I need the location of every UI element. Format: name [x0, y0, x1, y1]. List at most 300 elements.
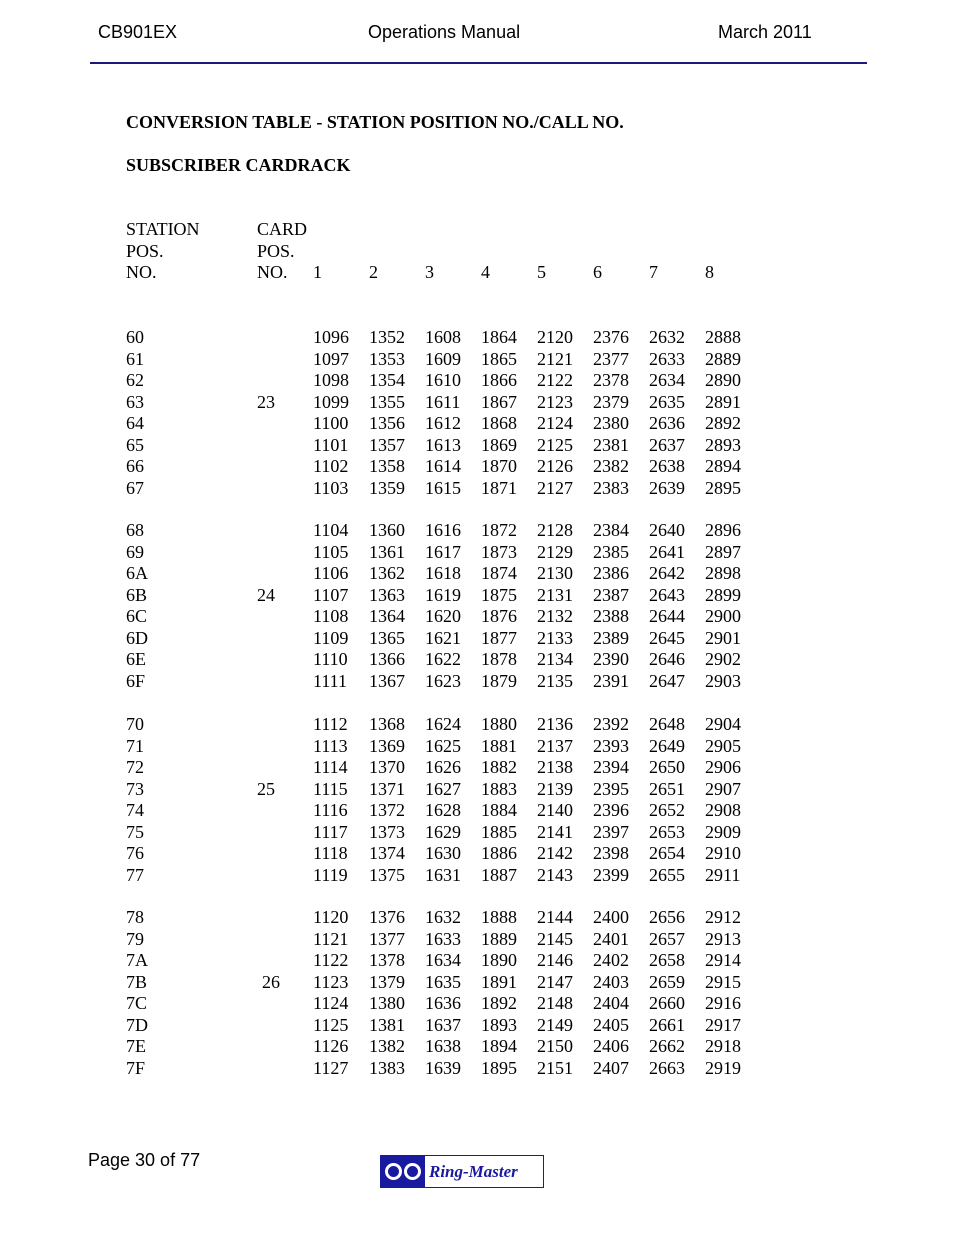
logo-circles-icon [381, 1156, 425, 1187]
call-number-cell: 1618 [425, 563, 461, 583]
logo-brand-text: Ring-Master [429, 1161, 518, 1181]
call-number-cell: 1626 [425, 757, 461, 777]
call-number-cell: 2122 [537, 370, 573, 390]
call-number-cell: 2897 [705, 541, 741, 562]
call-number-cell: 2660 [649, 993, 685, 1013]
call-number-cell: 1108 [313, 606, 349, 626]
station-header-line-1: STATION [126, 219, 200, 239]
call-number-cell: 2403 [593, 971, 629, 992]
call-number-cell: 1370 [369, 757, 405, 777]
call-number-cell: 1613 [425, 434, 461, 455]
call-number-cell: 1630 [425, 843, 461, 863]
call-number-cell: 2386 [593, 563, 629, 583]
call-number-cell: 1375 [369, 864, 405, 885]
station-position-cell: 7D [126, 1014, 148, 1035]
call-number-cell: 1868 [481, 413, 517, 433]
call-number-cell: 1612 [425, 413, 461, 433]
call-number-cell: 1889 [481, 928, 517, 949]
call-number-cell: 1628 [425, 800, 461, 820]
call-number-cell: 1127 [313, 1057, 349, 1078]
call-number-cell: 1356 [369, 413, 405, 433]
call-number-cell: 2125 [537, 434, 573, 455]
call-number-cell: 2376 [593, 327, 629, 347]
call-number-cell: 1639 [425, 1057, 461, 1078]
call-number-cell: 1100 [313, 413, 349, 433]
call-number-cell: 1101 [313, 434, 349, 455]
call-number-cell: 1616 [425, 520, 461, 540]
call-number-cell: 1366 [369, 649, 405, 669]
call-number-cell: 2894 [705, 456, 741, 476]
station-position-cell: 64 [126, 413, 144, 433]
call-number-cell: 2135 [537, 670, 573, 691]
call-number-cell: 2902 [705, 649, 741, 669]
call-number-cell: 1355 [369, 391, 405, 412]
call-number-cell: 2659 [649, 971, 685, 992]
station-position-cell: 76 [126, 843, 144, 863]
column-header-4: 4 [481, 262, 490, 282]
station-position-cell: 78 [126, 907, 144, 927]
call-number-cell: 1884 [481, 800, 517, 820]
call-number-cell: 2406 [593, 1036, 629, 1056]
call-number-cell: 2399 [593, 864, 629, 885]
station-position-cell: 67 [126, 477, 144, 498]
call-number-cell: 1382 [369, 1036, 405, 1056]
column-header-8: 8 [705, 262, 714, 282]
call-number-cell: 1895 [481, 1057, 517, 1078]
call-number-cell: 1365 [369, 627, 405, 648]
call-number-cell: 1621 [425, 627, 461, 648]
call-number-cell: 1380 [369, 993, 405, 1013]
call-number-cell: 2145 [537, 928, 573, 949]
call-number-cell: 2379 [593, 391, 629, 412]
call-number-cell: 2387 [593, 584, 629, 605]
ring-master-logo [380, 1155, 544, 1188]
call-number-cell: 1378 [369, 950, 405, 970]
call-number-cell: 1617 [425, 541, 461, 562]
call-number-cell: 1881 [481, 735, 517, 756]
page-title: CONVERSION TABLE - STATION POSITION NO./CALL NO. [126, 112, 624, 132]
call-number-cell: 1376 [369, 907, 405, 927]
column-header-6: 6 [593, 262, 602, 282]
station-position-cell: 79 [126, 928, 144, 949]
call-number-cell: 2138 [537, 757, 573, 777]
call-number-cell: 2140 [537, 800, 573, 820]
call-number-cell: 1109 [313, 627, 349, 648]
call-number-cell: 2139 [537, 778, 573, 799]
call-number-cell: 1102 [313, 456, 349, 476]
section-title: SUBSCRIBER CARDRACK [126, 155, 351, 175]
call-number-cell: 2641 [649, 541, 685, 562]
call-number-cell: 1635 [425, 971, 461, 992]
call-number-cell: 2382 [593, 456, 629, 476]
column-header-2: 2 [369, 262, 378, 282]
call-number-cell: 2643 [649, 584, 685, 605]
call-number-cell: 2141 [537, 821, 573, 842]
call-number-cell: 1099 [313, 391, 349, 412]
call-number-cell: 1104 [313, 520, 349, 540]
call-number-cell: 2906 [705, 757, 741, 777]
card-pos-header [257, 219, 307, 284]
station-position-cell: 6C [126, 606, 148, 626]
call-number-cell: 2150 [537, 1036, 573, 1056]
header-date: March 2011 [718, 22, 812, 42]
call-number-cell: 2914 [705, 950, 741, 970]
call-number-cell: 2149 [537, 1014, 573, 1035]
call-number-cell: 2391 [593, 670, 629, 691]
call-number-cell: 1107 [313, 584, 349, 605]
call-number-cell: 2388 [593, 606, 629, 626]
station-position-cell: 66 [126, 456, 144, 476]
call-number-cell: 1369 [369, 735, 405, 756]
call-number-cell: 1103 [313, 477, 349, 498]
call-number-cell: 1876 [481, 606, 517, 626]
call-number-cell: 2407 [593, 1057, 629, 1078]
call-number-cell: 2404 [593, 993, 629, 1013]
call-number-cell: 2898 [705, 563, 741, 583]
call-number-cell: 1117 [313, 821, 348, 842]
station-position-cell: 6D [126, 627, 148, 648]
call-number-cell: 2639 [649, 477, 685, 498]
station-position-cell: 7B [126, 971, 148, 992]
card-header-line-3: NO. [257, 262, 288, 282]
call-number-cell: 1353 [369, 348, 405, 369]
call-number-cell: 2377 [593, 348, 629, 369]
call-number-cell: 1614 [425, 456, 461, 476]
header-divider [90, 62, 867, 64]
call-number-cell: 2911 [705, 864, 741, 885]
call-number-cell: 2405 [593, 1014, 629, 1035]
call-number-cell: 1872 [481, 520, 517, 540]
call-number-cell: 2917 [705, 1014, 741, 1035]
station-header-line-3: NO. [126, 262, 157, 282]
call-number-cell: 1372 [369, 800, 405, 820]
call-number-cell: 2889 [705, 348, 741, 369]
card-position-cell: 23 [257, 391, 275, 412]
call-number-cell: 2899 [705, 584, 741, 605]
call-number-cell: 2127 [537, 477, 573, 498]
call-number-cell: 2905 [705, 735, 741, 756]
call-number-cell: 1381 [369, 1014, 405, 1035]
station-position-cell: 7F [126, 1057, 146, 1078]
station-position-cell: 7E [126, 1036, 146, 1056]
call-number-cell: 2400 [593, 907, 629, 927]
call-number-cell: 2133 [537, 627, 573, 648]
call-number-cell: 2134 [537, 649, 573, 669]
call-number-cell: 2397 [593, 821, 629, 842]
call-number-cell: 1637 [425, 1014, 461, 1035]
call-number-cell: 2913 [705, 928, 741, 949]
call-number-cell: 2146 [537, 950, 573, 970]
station-position-cell: 71 [126, 735, 144, 756]
call-number-cell: 1377 [369, 928, 405, 949]
call-number-cell: 1888 [481, 907, 517, 927]
call-number-cell: 2645 [649, 627, 685, 648]
call-number-cell: 2657 [649, 928, 685, 949]
call-number-cell: 2912 [705, 907, 741, 927]
call-number-cell: 1113 [313, 735, 348, 756]
call-number-cell: 2900 [705, 606, 741, 626]
call-number-cell: 2642 [649, 563, 685, 583]
station-position-cell: 74 [126, 800, 144, 820]
call-number-cell: 2131 [537, 584, 573, 605]
call-number-cell: 1371 [369, 778, 405, 799]
call-number-cell: 2903 [705, 670, 741, 691]
call-number-cell: 2143 [537, 864, 573, 885]
call-number-cell: 1880 [481, 714, 517, 734]
call-number-cell: 1878 [481, 649, 517, 669]
call-number-cell: 2393 [593, 735, 629, 756]
call-number-cell: 1097 [313, 348, 349, 369]
call-number-cell: 1625 [425, 735, 461, 756]
call-number-cell: 2893 [705, 434, 741, 455]
call-number-cell: 1608 [425, 327, 461, 347]
call-number-cell: 1106 [313, 563, 349, 583]
header-doc-title: Operations Manual [368, 22, 521, 42]
call-number-cell: 1893 [481, 1014, 517, 1035]
call-number-cell: 1633 [425, 928, 461, 949]
station-position-cell: 63 [126, 391, 144, 412]
station-position-cell: 77 [126, 864, 144, 885]
call-number-cell: 1112 [313, 714, 348, 734]
call-number-cell: 1352 [369, 327, 405, 347]
station-position-cell: 68 [126, 520, 144, 540]
call-number-cell: 1354 [369, 370, 405, 390]
call-number-cell: 2384 [593, 520, 629, 540]
call-number-cell: 1374 [369, 843, 405, 863]
call-number-cell: 1121 [313, 928, 349, 949]
call-number-cell: 1096 [313, 327, 349, 347]
card-position-cell: 25 [257, 778, 275, 799]
call-number-cell: 1875 [481, 584, 517, 605]
call-number-cell: 1367 [369, 670, 405, 691]
call-number-cell: 1629 [425, 821, 461, 842]
call-number-cell: 1115 [313, 778, 348, 799]
station-position-cell: 61 [126, 348, 144, 369]
call-number-cell: 2892 [705, 413, 741, 433]
station-position-cell: 75 [126, 821, 144, 842]
call-number-cell: 1363 [369, 584, 405, 605]
call-number-cell: 2147 [537, 971, 573, 992]
call-number-cell: 1631 [425, 864, 461, 885]
call-number-cell: 1105 [313, 541, 349, 562]
call-number-cell: 2128 [537, 520, 573, 540]
call-number-cell: 1622 [425, 649, 461, 669]
call-number-cell: 2895 [705, 477, 741, 498]
call-number-cell: 1124 [313, 993, 349, 1013]
call-number-cell: 2401 [593, 928, 629, 949]
call-number-cell: 1611 [425, 391, 461, 412]
call-number-cell: 1379 [369, 971, 405, 992]
station-header-line-2: POS. [126, 240, 164, 261]
station-position-cell: 70 [126, 714, 144, 734]
call-number-cell: 1623 [425, 670, 461, 691]
call-number-cell: 2394 [593, 757, 629, 777]
station-position-cell: 6B [126, 584, 148, 605]
station-position-cell: 72 [126, 757, 144, 777]
call-number-cell: 1609 [425, 348, 461, 369]
call-number-cell: 1126 [313, 1036, 349, 1056]
call-number-cell: 2633 [649, 348, 685, 369]
call-number-cell: 1114 [313, 757, 348, 777]
call-number-cell: 1632 [425, 907, 461, 927]
call-number-cell: 1891 [481, 971, 517, 992]
call-number-cell: 2124 [537, 413, 573, 433]
call-number-cell: 2648 [649, 714, 685, 734]
column-header-1: 1 [313, 262, 322, 282]
call-number-cell: 2148 [537, 993, 573, 1013]
call-number-cell: 2632 [649, 327, 685, 347]
call-number-cell: 1361 [369, 541, 405, 562]
call-number-cell: 2390 [593, 649, 629, 669]
call-number-cell: 1638 [425, 1036, 461, 1056]
call-number-cell: 2653 [649, 821, 685, 842]
call-number-cell: 1882 [481, 757, 517, 777]
call-number-cell: 1877 [481, 627, 517, 648]
call-number-cell: 2144 [537, 907, 573, 927]
call-number-cell: 1362 [369, 563, 405, 583]
call-number-cell: 1892 [481, 993, 517, 1013]
call-number-cell: 1869 [481, 434, 517, 455]
card-header-line-2: POS. [257, 240, 295, 261]
station-position-cell: 6F [126, 670, 146, 691]
call-number-cell: 1879 [481, 670, 517, 691]
call-number-cell: 1358 [369, 456, 405, 476]
call-number-cell: 1883 [481, 778, 517, 799]
call-number-cell: 2151 [537, 1057, 573, 1078]
call-number-cell: 2915 [705, 971, 741, 992]
call-number-cell: 2120 [537, 327, 573, 347]
call-number-cell: 1118 [313, 843, 348, 863]
call-number-cell: 2381 [593, 434, 629, 455]
call-number-cell: 2142 [537, 843, 573, 863]
call-number-cell: 2644 [649, 606, 685, 626]
call-number-cell: 1119 [313, 864, 348, 885]
call-number-cell: 2647 [649, 670, 685, 691]
call-number-cell: 1615 [425, 477, 461, 498]
call-number-cell: 1373 [369, 821, 405, 842]
call-number-cell: 2655 [649, 864, 685, 885]
call-number-cell: 2634 [649, 370, 685, 390]
call-number-cell: 2654 [649, 843, 685, 863]
call-number-cell: 1620 [425, 606, 461, 626]
column-header-7: 7 [649, 262, 658, 282]
call-number-cell: 1624 [425, 714, 461, 734]
station-pos-header [126, 219, 200, 284]
station-position-cell: 69 [126, 541, 144, 562]
call-number-cell: 1359 [369, 477, 405, 498]
call-number-cell: 2910 [705, 843, 741, 863]
call-number-cell: 2888 [705, 327, 741, 347]
call-number-cell: 2646 [649, 649, 685, 669]
call-number-cell: 2907 [705, 778, 741, 799]
call-number-cell: 1866 [481, 370, 517, 390]
call-number-cell: 2640 [649, 520, 685, 540]
call-number-cell: 1122 [313, 950, 349, 970]
station-position-cell: 7A [126, 950, 148, 970]
call-number-cell: 2891 [705, 391, 741, 412]
call-number-cell: 2904 [705, 714, 741, 734]
station-position-cell: 62 [126, 370, 144, 390]
call-number-cell: 1867 [481, 391, 517, 412]
call-number-cell: 2130 [537, 563, 573, 583]
call-number-cell: 2126 [537, 456, 573, 476]
call-number-cell: 2378 [593, 370, 629, 390]
call-number-cell: 1634 [425, 950, 461, 970]
call-number-cell: 1627 [425, 778, 461, 799]
call-number-cell: 1123 [313, 971, 349, 992]
call-number-cell: 1360 [369, 520, 405, 540]
call-number-cell: 1886 [481, 843, 517, 863]
call-number-cell: 1636 [425, 993, 461, 1013]
station-position-cell: 73 [126, 778, 144, 799]
call-number-cell: 1116 [313, 800, 348, 820]
call-number-cell: 2890 [705, 370, 741, 390]
call-number-cell: 2638 [649, 456, 685, 476]
call-number-cell: 1873 [481, 541, 517, 562]
column-header-5: 5 [537, 262, 546, 282]
card-position-cell: 26 [262, 971, 280, 992]
call-number-cell: 2402 [593, 950, 629, 970]
station-position-cell: 6E [126, 649, 146, 669]
call-number-cell: 2123 [537, 391, 573, 412]
station-position-cell: 65 [126, 434, 144, 455]
header-doc-code: CB901EX [98, 22, 178, 42]
call-number-cell: 1610 [425, 370, 461, 390]
call-number-cell: 1870 [481, 456, 517, 476]
call-number-cell: 2918 [705, 1036, 741, 1056]
call-number-cell: 1887 [481, 864, 517, 885]
call-number-cell: 2650 [649, 757, 685, 777]
call-number-cell: 2392 [593, 714, 629, 734]
call-number-cell: 2652 [649, 800, 685, 820]
station-position-cell: 6A [126, 563, 148, 583]
call-number-cell: 1111 [313, 670, 347, 691]
call-number-cell: 2637 [649, 434, 685, 455]
call-number-cell: 2658 [649, 950, 685, 970]
call-number-cell: 1890 [481, 950, 517, 970]
call-number-cell: 1619 [425, 584, 461, 605]
call-number-cell: 1110 [313, 649, 348, 669]
station-position-cell: 7C [126, 993, 148, 1013]
call-number-cell: 2909 [705, 821, 741, 842]
call-number-cell: 1894 [481, 1036, 517, 1056]
call-number-cell: 1864 [481, 327, 517, 347]
call-number-cell: 2121 [537, 348, 573, 369]
call-number-cell: 1125 [313, 1014, 349, 1035]
call-number-cell: 1120 [313, 907, 349, 927]
call-number-cell: 1098 [313, 370, 349, 390]
call-number-cell: 1368 [369, 714, 405, 734]
call-number-cell: 2137 [537, 735, 573, 756]
call-number-cell: 2919 [705, 1057, 741, 1078]
call-number-cell: 2656 [649, 907, 685, 927]
call-number-cell: 2916 [705, 993, 741, 1013]
call-number-cell: 2635 [649, 391, 685, 412]
column-header-3: 3 [425, 262, 434, 282]
card-position-cell: 24 [257, 584, 275, 605]
page-number: Page 30 of 77 [88, 1150, 201, 1170]
call-number-cell: 2636 [649, 413, 685, 433]
call-number-cell: 2380 [593, 413, 629, 433]
call-number-cell: 1383 [369, 1057, 405, 1078]
call-number-cell: 2395 [593, 778, 629, 799]
call-number-cell: 1885 [481, 821, 517, 842]
call-number-cell: 1871 [481, 477, 517, 498]
call-number-cell: 2132 [537, 606, 573, 626]
card-header-line-1: CARD [257, 219, 308, 239]
call-number-cell: 2129 [537, 541, 573, 562]
call-number-cell: 2908 [705, 800, 741, 820]
